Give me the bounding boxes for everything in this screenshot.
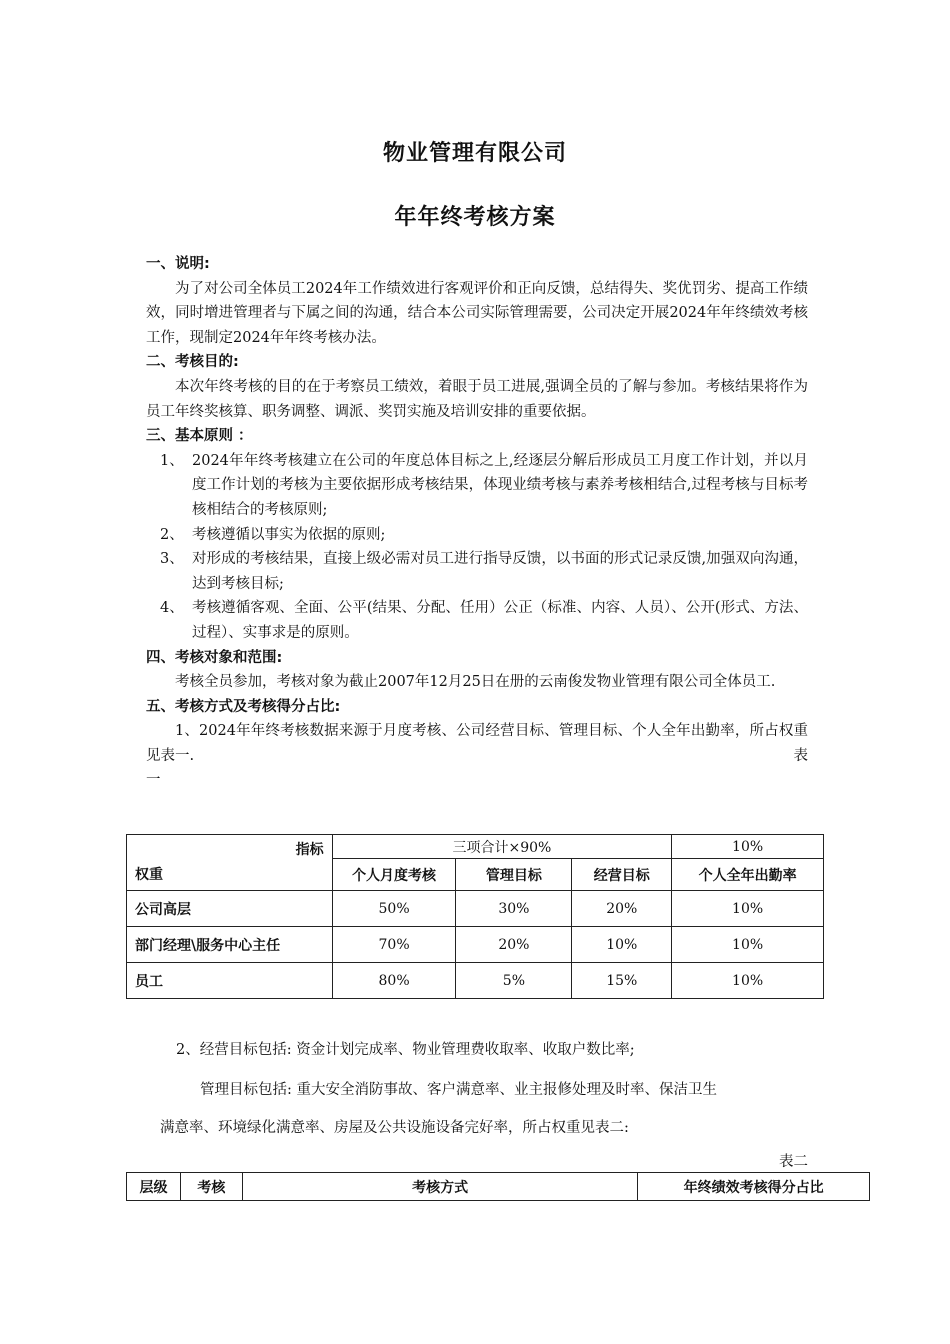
- table-cell: 10%: [672, 891, 824, 927]
- table-ref-label-continued: 一: [146, 772, 161, 789]
- table-cell: 15%: [572, 963, 672, 999]
- section-heading-scope: 四、考核对象和范围:: [146, 649, 283, 666]
- table-cell: 20%: [572, 891, 672, 927]
- document-title: 年年终考核方案: [394, 205, 556, 230]
- table-cell: 10%: [672, 963, 824, 999]
- method-text: 1、2024年年终考核数据来源于月度考核、公司经营目标、管理目标、个人全年出勤率，所占权重见表一.: [146, 723, 808, 764]
- section-heading-purpose: 二、考核目的:: [146, 354, 239, 371]
- section-paragraph-method: [146, 719, 808, 768]
- table-cell: 30%: [456, 891, 572, 927]
- diagonal-header-cell: [127, 835, 333, 891]
- principle-item: [146, 547, 808, 596]
- table-row: [127, 963, 824, 999]
- principle-item: [146, 523, 808, 548]
- principle-text: 考核遵循以事实为依据的原则;: [192, 526, 386, 543]
- group-header-total: 三项合计×90%: [332, 835, 672, 859]
- table-cell: 50%: [332, 891, 456, 927]
- principle-item: [146, 596, 808, 645]
- table-cell: 10%: [672, 927, 824, 963]
- row-label: 部门经理\服务中心主任: [127, 927, 333, 963]
- table-two-label: 表二: [779, 1154, 808, 1170]
- row-label: 员工: [127, 963, 333, 999]
- principle-number: 3、: [160, 551, 184, 568]
- column-header: 个人全年出勤率: [672, 859, 824, 891]
- table-cell: 10%: [572, 927, 672, 963]
- principle-number: 2、: [160, 526, 184, 543]
- section-paragraph-purpose: 本次年终考核的目的在于考察员工绩效，着眼于员工进展,强调全员的了解与参加。考核结果将作为员工年终奖核算、职务调整、调派、奖罚实施及培训安排的重要依据。: [146, 378, 808, 420]
- management-targets-line: 管理目标包括: 重大安全消防事故、客户满意率、业主报修处理及时率、保洁卫生: [200, 1082, 717, 1098]
- principle-number: 4、: [160, 600, 184, 617]
- company-title: 物业管理有限公司: [382, 141, 567, 166]
- table-cell: 5%: [456, 963, 572, 999]
- column-header: 年终绩效考核得分占比: [638, 1173, 870, 1201]
- table-row: [127, 891, 824, 927]
- section-paragraph-scope: 考核全员参加，考核对象为截止2007年12月25日在册的云南俊发物业管理有限公司全体员工.: [175, 674, 776, 691]
- section-paragraph-explanation: 为了对公司全体员工2024年工作绩效进行客观评价和正向反馈，总结得失、奖优罚劣、提高工作绩效，同时增进管理者与下属之间的沟通，结合本公司实际管理需要，公司决定开展2024年年终绩效考核工作，现制定2024年年终考核办法。: [146, 280, 808, 346]
- principle-number: 1、: [160, 452, 184, 469]
- column-header: 考核方式: [242, 1173, 637, 1201]
- column-header: 考核: [180, 1173, 242, 1201]
- principle-item: [146, 449, 808, 523]
- management-targets-line-continued: 满意率、环境绿化满意率、房屋及公共设施设备完好率，所占权重见表二:: [160, 1120, 629, 1136]
- column-header: 管理目标: [456, 859, 572, 891]
- table-cell: 20%: [456, 927, 572, 963]
- weight-table: [126, 834, 824, 999]
- method-table: [126, 1172, 870, 1201]
- column-header: 个人月度考核: [332, 859, 456, 891]
- column-header: 层级: [127, 1173, 181, 1201]
- section-heading-method: 五、考核方式及考核得分占比:: [146, 698, 341, 715]
- row-label: 公司高层: [127, 891, 333, 927]
- indicator-header: 指标: [295, 842, 324, 858]
- column-header: 经营目标: [572, 859, 672, 891]
- principle-text: 对形成的考核结果，直接上级必需对员工进行指导反馈，以书面的形式记录反馈,加强双向沟通，达到考核目标;: [192, 551, 808, 592]
- section-heading-principles: 三、基本原则 ：: [146, 428, 253, 445]
- table-row: [127, 927, 824, 963]
- weight-header: 权重: [135, 867, 163, 883]
- table-cell: 70%: [332, 927, 456, 963]
- group-header-attendance: 10%: [672, 835, 824, 859]
- section-heading-explanation: 一、说明:: [146, 256, 210, 272]
- principle-text: 2024年年终考核建立在公司的年度总体目标之上,经逐层分解后形成员工月度工作计划，并以月度工作计划的考核为主要依据形成考核结果，体现业绩考核与素养考核相结合,过程考核与目标考核相结合的考核原则;: [192, 452, 808, 518]
- principle-text: 考核遵循客观、全面、公平(结果、分配、任用）公正（标准、内容、人员）、公开(形式、方法、过程）、实事求是的原则。: [192, 600, 808, 641]
- table-ref-label: 表: [793, 747, 808, 764]
- table-cell: 80%: [332, 963, 456, 999]
- business-targets-line: 2、经营目标包括: 资金计划完成率、物业管理费收取率、收取户数比率;: [176, 1042, 635, 1058]
- document-body: [146, 252, 808, 793]
